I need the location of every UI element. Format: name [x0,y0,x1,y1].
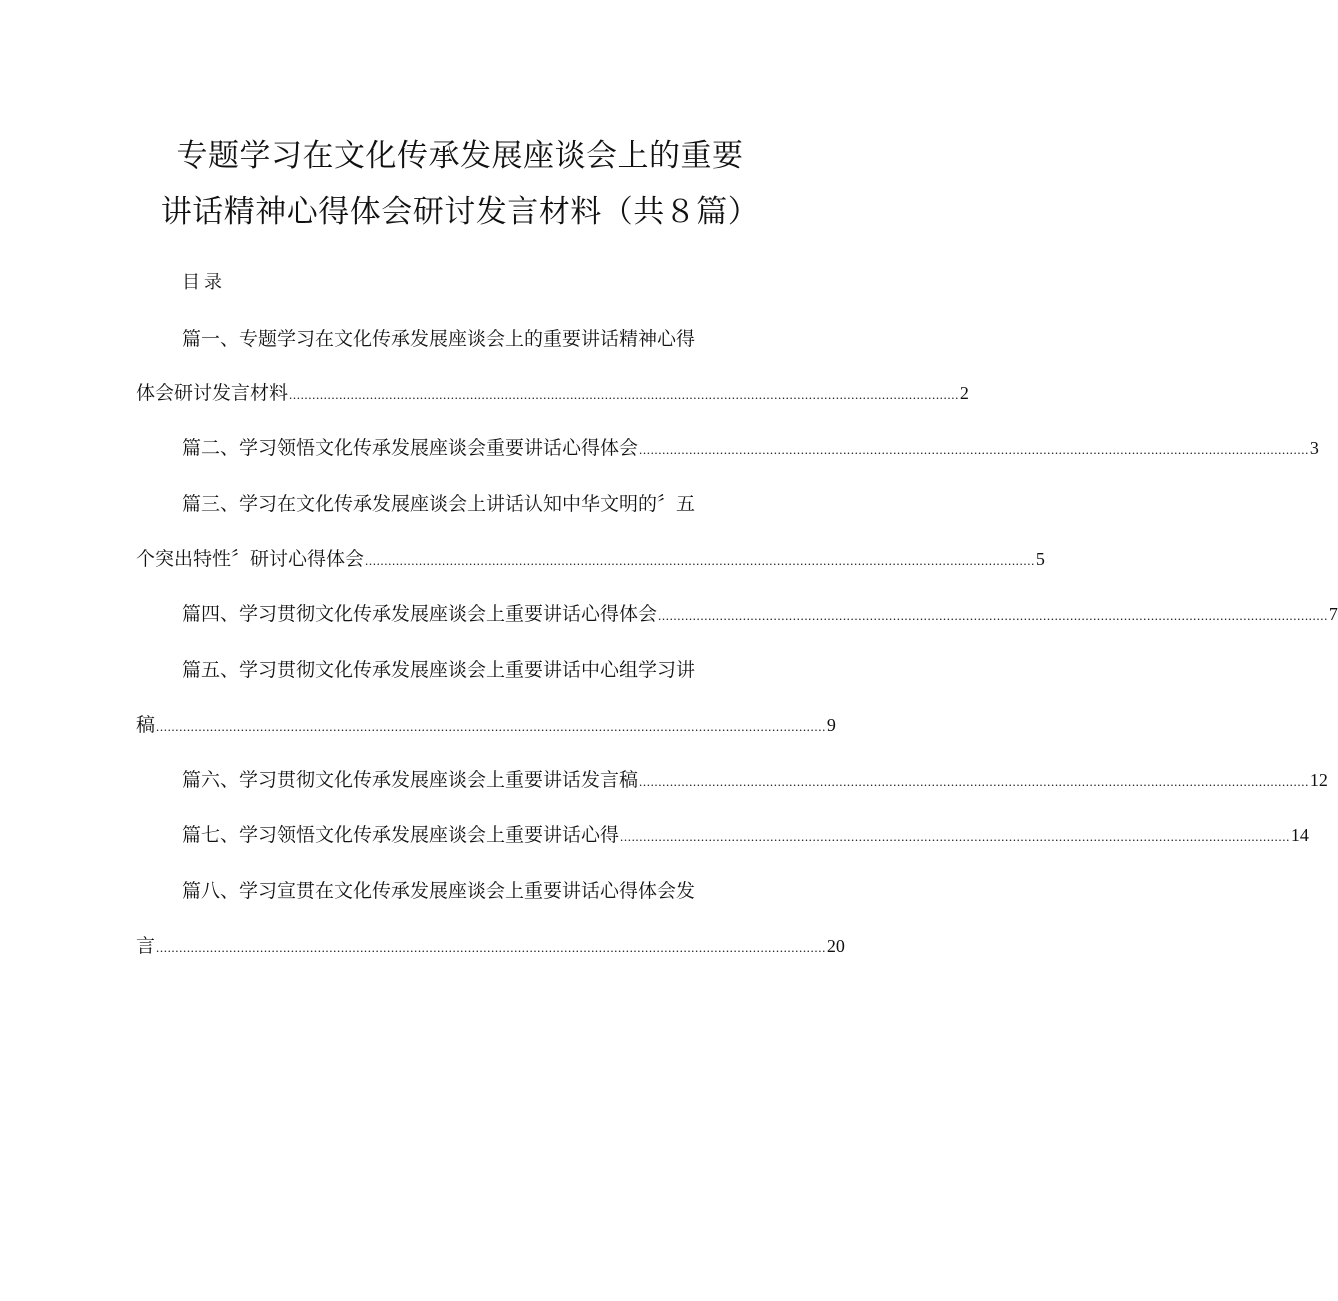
toc-entry-title: 稿 [136,714,156,736]
toc-entry-5-continuation[interactable] [136,710,836,740]
toc-page-number: 7 [1328,604,1338,624]
toc-leader-dots: .............................................................................................................................................................................. [620,829,1290,844]
toc-entry-3-continuation[interactable] [136,544,1045,574]
toc-leader-dots: .............................................................................................................................................................................. [639,774,1309,789]
toc-entry-title: 言 [136,935,156,957]
toc-page-number: 5 [1035,549,1045,569]
document-title-line-2: 讲话精神心得体会研讨发言材料（共８篇） [160,194,760,230]
toc-page-number: 20 [826,936,845,956]
toc-entry-4[interactable] [182,599,1338,629]
toc-leader-dots: .............................................................................................................................................................................. [365,553,1035,568]
toc-page-number: 14 [1290,825,1309,845]
toc-entry-8-continuation[interactable] [136,931,845,961]
document-title-line-1: 专题学习在文化传承发展座谈会上的重要 [176,138,744,174]
toc-leader-dots: .............................................................................................................................................................................. [639,442,1309,457]
toc-entry-3[interactable] [182,489,695,519]
toc-page-number: 3 [1309,438,1319,458]
toc-entry-1[interactable] [182,324,695,354]
toc-leader-dots: .............................................................................................................................................................................. [156,719,826,734]
toc-entry-title: 篇一、专题学习在文化传承发展座谈会上的重要讲话精神心得 [182,328,696,350]
toc-entry-1-continuation[interactable] [136,378,969,408]
toc-entry-6[interactable] [182,765,1328,795]
toc-entry-title: 篇五、学习贯彻文化传承发展座谈会上重要讲话中心组学习讲 [182,659,696,681]
toc-page-number: 12 [1309,770,1328,790]
toc-leader-dots: .............................................................................................................................................................................. [658,608,1328,623]
toc-leader-dots: .............................................................................................................................................................................. [156,940,826,955]
toc-page-number: 2 [959,383,969,403]
toc-entry-title: 篇三、学习在文化传承发展座谈会上讲话认知中华文明的〞五 [182,493,696,515]
toc-entry-title: 篇二、学习领悟文化传承发展座谈会重要讲话心得体会 [182,437,639,459]
toc-entry-title: 体会研讨发言材料 [136,382,289,404]
toc-entry-5[interactable] [182,655,695,685]
toc-entry-7[interactable] [182,820,1309,850]
toc-heading: 目录 [182,272,226,293]
toc-entry-title: 篇六、学习贯彻文化传承发展座谈会上重要讲话发言稿 [182,769,639,791]
toc-entry-2[interactable] [182,433,1319,463]
toc-entry-title: 篇八、学习宣贯在文化传承发展座谈会上重要讲话心得体会发 [182,880,696,902]
toc-entry-8[interactable] [182,876,695,906]
toc-entry-title: 个突出特性〞研讨心得体会 [136,548,365,570]
toc-leader-dots: .............................................................................................................................................................................. [289,387,959,402]
toc-page-number: 9 [826,715,836,735]
toc-entry-title: 篇七、学习领悟文化传承发展座谈会上重要讲话心得 [182,824,620,846]
toc-entry-title: 篇四、学习贯彻文化传承发展座谈会上重要讲话心得体会 [182,603,658,625]
